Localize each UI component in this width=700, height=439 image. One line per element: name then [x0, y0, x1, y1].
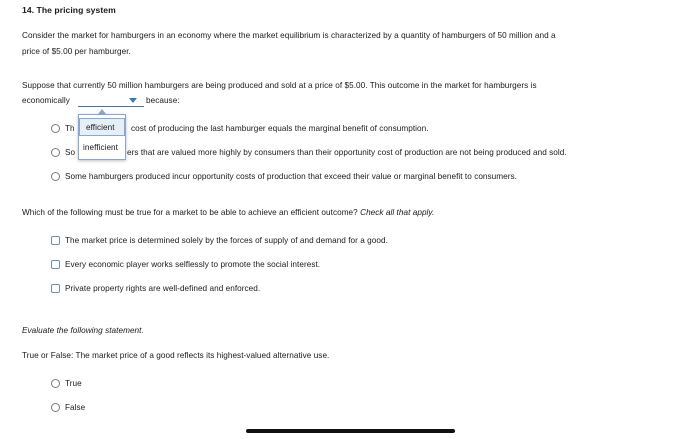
choice-3-text[interactable]: Some hamburgers produced incur opportunity costs of production that exceed their value or marginal benefit to consumers. [65, 172, 518, 181]
part1-suffix: because: [146, 96, 180, 105]
false-radio[interactable] [51, 403, 60, 412]
checkbox-3[interactable] [51, 284, 60, 293]
dropdown-option-efficient[interactable]: efficient [79, 118, 125, 136]
choice-1-start[interactable]: Th [65, 124, 75, 133]
chevron-down-icon[interactable] [129, 98, 137, 103]
part1-prefix: economically [22, 96, 70, 105]
choice-2-text[interactable]: ers that are valued more highly by consumers than their opportunity cost of production are not being produced and sold. [127, 148, 567, 157]
checkbox-3-label[interactable]: Private property rights are well-defined and enforced. [65, 284, 261, 293]
part2-instruction: Check all that apply. [360, 208, 435, 217]
home-indicator [246, 429, 455, 433]
choice-2-start[interactable]: So [65, 148, 76, 157]
choice-1-radio[interactable] [51, 124, 60, 133]
question-title: 14. The pricing system [22, 5, 116, 15]
intro-text-line2: price of $5.00 per hamburger. [22, 47, 131, 56]
part3-statement: True or False: The market price of a good reflects its highest-valued alternative use. [22, 351, 330, 360]
part3-heading [22, 326, 144, 335]
checkbox-1-label[interactable]: The market price is determined solely by the forces of supply of and demand for a good. [65, 236, 388, 245]
intro-text-line1: Consider the market for hamburgers in an economy where the market equilibrium is characterized by a quantity of hamburgers of 50 million and a [22, 31, 556, 40]
part3-heading-text: Evaluate the following statement. [22, 326, 144, 335]
choice-1-text[interactable]: cost of producing the last hamburger equals the marginal benefit of consumption. [131, 124, 429, 133]
part2-prompt [22, 208, 434, 217]
checkbox-2[interactable] [51, 260, 60, 269]
part1-text-line1: Suppose that currently 50 million hamburgers are being produced and sold at a price of $5.00. This outcome in the market for hamburgers is [22, 81, 537, 90]
choice-2-radio[interactable] [51, 148, 60, 157]
dropdown-option-inefficient[interactable]: inefficient [83, 143, 118, 152]
checkbox-1[interactable] [51, 236, 60, 245]
true-radio[interactable] [51, 379, 60, 388]
part2-prompt-text: Which of the following must be true for a market to be able to achieve an efficient outcome? [22, 208, 358, 217]
true-label[interactable]: True [65, 379, 82, 388]
dropdown-menu [78, 114, 126, 160]
false-label[interactable]: False [65, 403, 86, 412]
choice-3-radio[interactable] [51, 172, 60, 181]
checkbox-2-label[interactable]: Every economic player works selflessly to promote the social interest. [65, 260, 321, 269]
